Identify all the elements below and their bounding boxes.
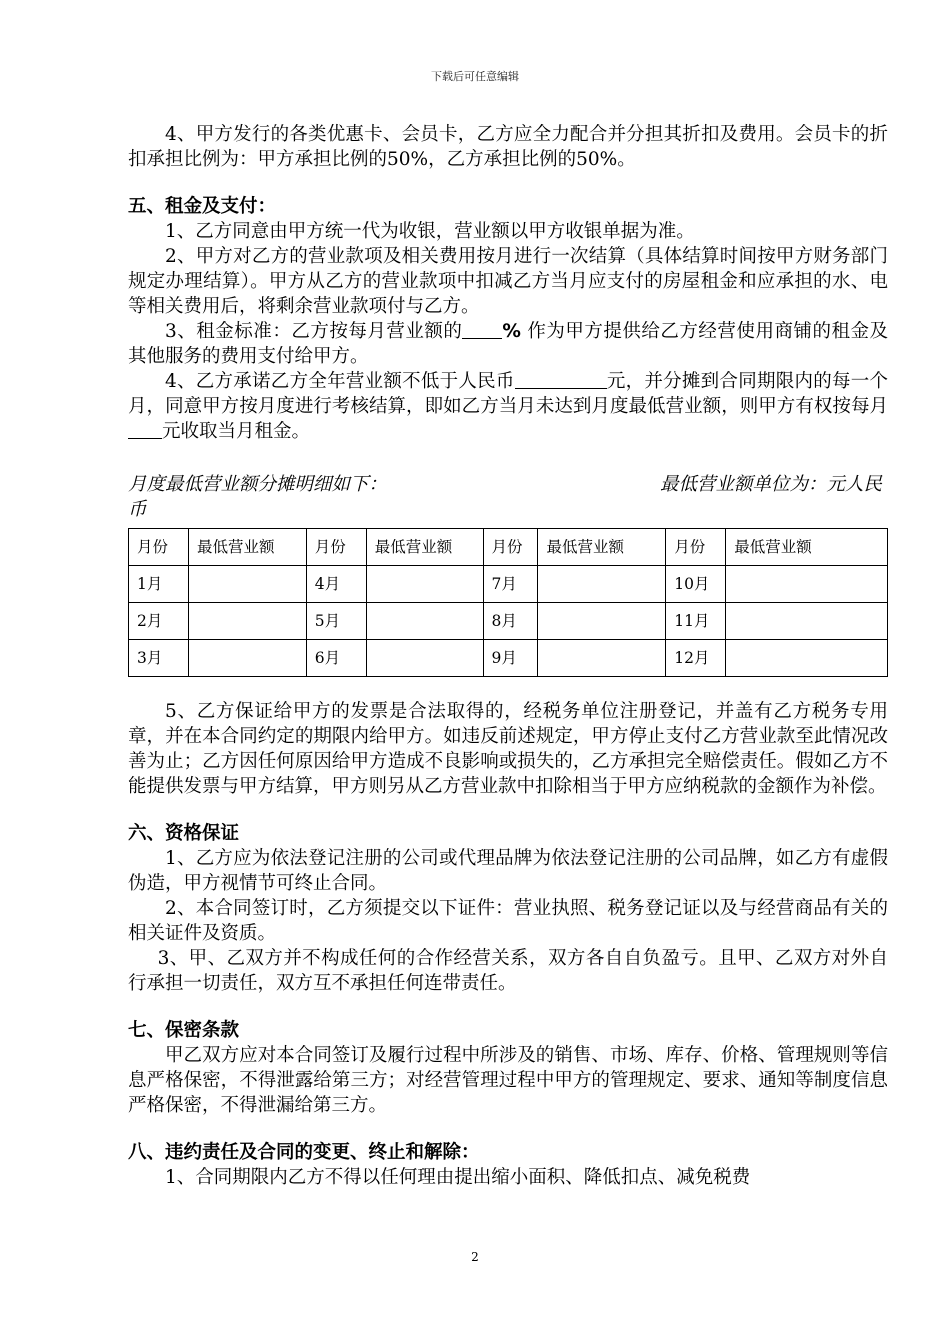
amount-cell [188,603,306,640]
table-row [129,566,888,603]
section-8-title: 八、违约责任及合同的变更、终止和解除： [128,1142,480,1163]
clause-4-4: 4、甲方发行的各类优惠卡、会员卡，乙方应全力配合并分担其折扣及费用。会员卡的折扣承担比例为：甲方承担比例的50%，乙方承担比例的50%。 [128,124,888,170]
amount-cell [366,566,483,603]
month-cell: 9月 [483,640,538,677]
clause-6-1: 1、乙方应为依法登记注册的公司或代理品牌为依法登记注册的公司品牌，如乙方有虚假伪造，甲方视情节可终止合同。 [128,848,888,894]
month-cell: 1月 [129,566,189,603]
month-cell: 8月 [483,603,538,640]
document-body [128,122,888,1190]
amount-cell [726,603,888,640]
month-cell: 11月 [666,603,726,640]
table-caption-tail: 币 [128,499,147,520]
monthly-minimum-sales-table [128,528,888,677]
amount-cell [538,640,666,677]
month-cell: 3月 [129,640,189,677]
clause-5-4-lead: 4、乙方承诺乙方全年营业额不低于人民币 [165,371,515,392]
month-cell: 10月 [666,566,726,603]
table-row [129,640,888,677]
table-header-cell: 最低营业额 [366,529,483,566]
month-cell: 4月 [306,566,366,603]
table-header-cell: 月份 [666,529,726,566]
month-cell: 2月 [129,603,189,640]
monthly-rent-blank [128,420,162,439]
month-cell: 12月 [666,640,726,677]
table-header-cell: 最低营业额 [538,529,666,566]
table-header-cell: 月份 [129,529,189,566]
clause-8-1: 1、合同期限内乙方不得以任何理由提出缩小面积、降低扣点、减免税费 [165,1167,751,1188]
amount-cell [538,566,666,603]
clause-5-2: 2、甲方对乙方的营业款项及相关费用按月进行一次结算（具体结算时间按甲方财务部门规定办理结算）。甲方从乙方的营业款项中扣减乙方当月应支付的房屋租金和应承担的水、电等相关费用后，将剩余营业款项付与乙方。 [128,246,888,317]
month-cell: 5月 [306,603,366,640]
amount-cell [366,603,483,640]
clause-6-3: 3、甲、乙双方并不构成任何的合作经营关系，双方各自自负盈亏。且甲、乙双方对外自行承担一切责任，双方互不承担任何连带责任。 [128,948,888,994]
amount-cell [726,640,888,677]
clause-7-1: 甲乙双方应对本合同签订及履行过程中所涉及的销售、市场、库存、价格、管理规则等信息严格保密，不得泄露给第三方；对经营管理过程中甲方的管理规定、要求、通知等制度信息严格保密，不得泄漏给第三方。 [128,1045,888,1116]
table-header-cell: 最低营业额 [188,529,306,566]
amount-cell [726,566,888,603]
table-row [129,603,888,640]
section-5-title: 五、租金及支付： [128,196,277,217]
clause-5-3-lead: 3、租金标准：乙方按每月营业额的 [165,321,463,342]
table-header-cell: 月份 [483,529,538,566]
amount-cell [188,566,306,603]
amount-cell [366,640,483,677]
page-header: 下载后可任意编辑 [431,70,519,83]
annual-amount-blank [515,370,607,389]
amount-cell [188,640,306,677]
clause-5-5: 5、乙方保证给甲方的发票是合法取得的，经税务单位注册登记，并盖有乙方税务专用章，并在本合同约定的期限内给甲方。如违反前述规定，甲方停止支付乙方营业款至此情况改善为止；乙方因任何原因给甲方造成不良影响或损失的，乙方承担完全赔偿责任。假如乙方不能提供发票与甲方结算，甲方则另从乙方营业款中扣除相当于甲方应纳税款的金额作为补偿。 [128,701,888,797]
percent-sign: % [502,321,521,342]
table-caption [128,472,888,522]
table-header-cell: 最低营业额 [726,529,888,566]
table-header-row [129,529,888,566]
clause-5-1: 1、乙方同意由甲方统一代为收银，营业额以甲方收银单据为准。 [165,221,695,242]
month-cell: 6月 [306,640,366,677]
rate-blank [462,320,502,339]
clause-5-4-end: 元收取当月租金。 [162,421,311,442]
table-caption-right: 最低营业额单位为：元人民 [659,474,882,495]
clause-5-3-rest: 作为甲方提供给乙方经营使用商铺的租金及其他服务的费用支付给甲方。 [128,321,888,367]
table-header-cell: 月份 [306,529,366,566]
section-6-title: 六、资格保证 [128,823,240,844]
page-number: 2 [471,1250,479,1264]
clause-6-2: 2、本合同签订时，乙方须提交以下证件：营业执照、税务登记证以及与经营商品有关的相关证件及资质。 [128,898,888,944]
month-cell: 7月 [483,566,538,603]
clause-5-4-mid: 元，并分摊到合同期限内的每一个月，同意甲方按月度进行考核结算，即如乙方当月未达到月度最低营业额，则甲方有权按每月 [128,371,888,417]
table-caption-left: 月度最低营业额分摊明细如下： [128,474,388,495]
amount-cell [538,603,666,640]
clause-5-4 [128,369,888,444]
clause-5-3 [128,319,888,369]
section-7-title: 七、保密条款 [128,1020,240,1041]
